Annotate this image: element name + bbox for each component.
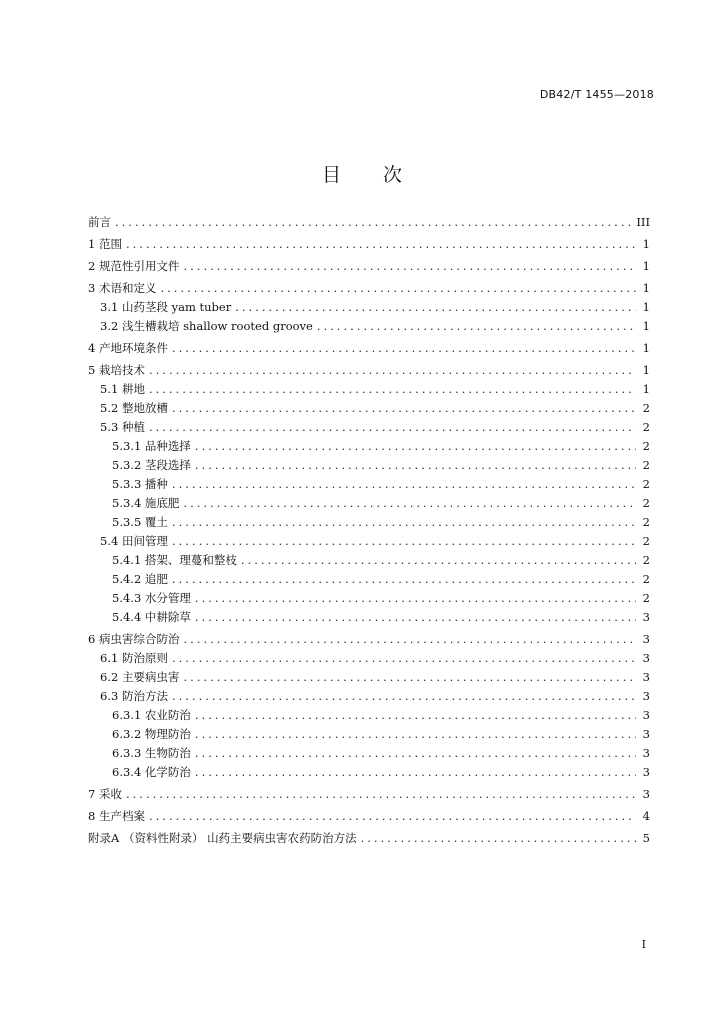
toc-dot-leader: [149, 807, 636, 826]
toc-entry-label: 5.4.2 追肥: [112, 572, 168, 586]
toc-entry[interactable]: [88, 744, 650, 763]
toc-entry-label: 5.1 耕地: [100, 382, 145, 396]
toc-entry-page: 1: [642, 341, 650, 355]
toc-entry[interactable]: [88, 649, 650, 668]
toc-entry[interactable]: [88, 494, 650, 513]
toc-dot-leader: [149, 361, 636, 380]
toc-entry-label: 6.3.2 物理防治: [112, 727, 191, 741]
toc-entry-page: 1: [642, 300, 650, 314]
toc-dot-leader: [195, 706, 636, 725]
toc-entry[interactable]: [88, 235, 650, 254]
toc-dot-leader: [172, 475, 636, 494]
toc-entry[interactable]: [88, 725, 650, 744]
toc-entry-label: 5.3.2 茎段选择: [112, 458, 191, 472]
toc-entry[interactable]: [88, 418, 650, 437]
toc-entry-page: 4: [642, 809, 650, 823]
toc-dot-leader: [183, 494, 636, 513]
toc-entry-label: 5.4 田间管理: [100, 534, 168, 548]
toc-entry-page: 1: [642, 363, 650, 377]
toc-entry[interactable]: [88, 437, 650, 456]
toc-entry-label: 6.3.3 生物防治: [112, 746, 191, 760]
toc-entry[interactable]: [88, 763, 650, 782]
toc-entry-page: 3: [642, 651, 650, 665]
toc-dot-leader: [172, 339, 636, 358]
toc-entry[interactable]: [88, 570, 650, 589]
toc-entry-page: 1: [642, 281, 650, 295]
toc-entry-label: 2 规范性引用文件: [88, 259, 180, 273]
toc-entry-label: 3.2 浅生槽栽培 shallow rooted groove: [100, 319, 313, 333]
toc-entry-label: 6.2 主要病虫害: [100, 670, 180, 684]
toc-entry-page: 3: [642, 610, 650, 624]
toc-dot-leader: [241, 551, 636, 570]
toc-dot-leader: [195, 744, 636, 763]
toc-entry-label: 5.4.3 水分管理: [112, 591, 191, 605]
toc-dot-leader: [172, 532, 636, 551]
toc-entry[interactable]: [88, 630, 650, 649]
toc-entry-label: 4 产地环境条件: [88, 341, 168, 355]
toc-entry[interactable]: [88, 339, 650, 358]
toc-dot-leader: [195, 725, 636, 744]
toc-entry-page: 2: [642, 553, 650, 567]
toc-entry[interactable]: [88, 785, 650, 804]
toc-entry-page: 3: [642, 765, 650, 779]
toc-dot-leader: [195, 608, 636, 627]
toc-entry-page: 2: [642, 496, 650, 510]
toc-dot-leader: [172, 399, 636, 418]
toc-entry[interactable]: [88, 608, 650, 627]
toc-entry-page: 3: [642, 670, 650, 684]
toc-dot-leader: [195, 437, 636, 456]
toc-entry-label: 6.3.4 化学防治: [112, 765, 191, 779]
toc-entry-page: 3: [642, 708, 650, 722]
toc-dot-leader: [149, 418, 636, 437]
toc-entry-label: 5.3 种植: [100, 420, 145, 434]
toc-entry-page: 3: [642, 689, 650, 703]
toc-entry[interactable]: [88, 317, 650, 336]
toc-entry[interactable]: [88, 475, 650, 494]
toc-entry-page: 2: [642, 420, 650, 434]
toc-entry-label: 6.3.1 农业防治: [112, 708, 191, 722]
toc-entry-page: 2: [642, 439, 650, 453]
toc-dot-leader: [183, 668, 636, 687]
toc-entry[interactable]: [88, 551, 650, 570]
toc-entry-page: 1: [642, 237, 650, 251]
toc-dot-leader: [160, 279, 636, 298]
toc-dot-leader: [183, 630, 636, 649]
toc-entry-label: 8 生产档案: [88, 809, 145, 823]
toc-dot-leader: [361, 829, 636, 848]
toc-entry[interactable]: [88, 298, 650, 317]
toc-dot-leader: [195, 763, 636, 782]
toc-entry-page: 5: [642, 831, 650, 845]
toc-entry[interactable]: [88, 279, 650, 298]
toc-entry[interactable]: [88, 829, 650, 848]
toc-entry-page: 3: [642, 787, 650, 801]
toc-entry-label: 1 范围: [88, 237, 122, 251]
toc-entry[interactable]: [88, 807, 650, 826]
toc-entry[interactable]: [88, 456, 650, 475]
toc-entry[interactable]: [88, 399, 650, 418]
toc-entry-page: 2: [642, 515, 650, 529]
toc-dot-leader: [183, 257, 636, 276]
toc-dot-leader: [317, 317, 636, 336]
toc-entry[interactable]: [88, 532, 650, 551]
toc-entry-page: 2: [642, 401, 650, 415]
toc-entry[interactable]: [88, 380, 650, 399]
toc-entry[interactable]: [88, 513, 650, 532]
toc-entry[interactable]: [88, 213, 650, 232]
toc-entry-label: 5 栽培技术: [88, 363, 145, 377]
document-code: DB42/T 1455—2018: [539, 88, 654, 101]
toc-entry-page: 3: [642, 746, 650, 760]
toc-entry-label: 5.4.1 搭架、理蔓和整枝: [112, 553, 237, 567]
toc-entry-page: III: [636, 215, 650, 229]
toc-entry-page: 2: [642, 534, 650, 548]
toc-entry-page: 1: [642, 319, 650, 333]
toc-entry-label: 5.4.4 中耕除草: [112, 610, 191, 624]
toc-entry[interactable]: [88, 589, 650, 608]
toc-dot-leader: [172, 687, 636, 706]
table-of-contents: [88, 213, 650, 848]
toc-entry-label: 5.3.4 施底肥: [112, 496, 180, 510]
toc-dot-leader: [172, 649, 636, 668]
toc-entry-label: 3 术语和定义: [88, 281, 157, 295]
toc-entry[interactable]: [88, 257, 650, 276]
toc-dot-leader: [126, 785, 636, 804]
toc-dot-leader: [235, 298, 636, 317]
toc-dot-leader: [115, 213, 632, 232]
toc-entry-page: 2: [642, 477, 650, 491]
toc-entry-page: 1: [642, 382, 650, 396]
toc-entry-label: 6 病虫害综合防治: [88, 632, 180, 646]
toc-entry-page: 2: [642, 591, 650, 605]
toc-entry-label: 附录A （资料性附录） 山药主要病虫害农药防治方法: [88, 831, 357, 845]
toc-dot-leader: [126, 235, 636, 254]
toc-entry-label: 6.3 防治方法: [100, 689, 168, 703]
toc-entry-label: 3.1 山药茎段 yam tuber: [100, 300, 232, 314]
toc-entry-page: 1: [642, 259, 650, 273]
toc-entry-label: 5.2 整地放槽: [100, 401, 168, 415]
toc-entry[interactable]: [88, 687, 650, 706]
toc-entry-label: 前言: [88, 215, 111, 229]
toc-entry-page: 3: [642, 727, 650, 741]
page-title: 目次: [321, 164, 444, 186]
toc-entry[interactable]: [88, 668, 650, 687]
toc-entry-label: 5.3.1 品种选择: [112, 439, 191, 453]
toc-dot-leader: [195, 589, 636, 608]
page-number: I: [641, 938, 646, 951]
toc-dot-leader: [195, 456, 636, 475]
toc-entry[interactable]: [88, 706, 650, 725]
toc-dot-leader: [172, 570, 636, 589]
toc-entry-label: 6.1 防治原则: [100, 651, 168, 665]
toc-entry[interactable]: [88, 361, 650, 380]
toc-entry-page: 2: [642, 458, 650, 472]
toc-dot-leader: [149, 380, 636, 399]
toc-entry-label: 5.3.3 播种: [112, 477, 168, 491]
toc-entry-page: 3: [642, 632, 650, 646]
toc-entry-page: 2: [642, 572, 650, 586]
toc-entry-label: 5.3.5 覆土: [112, 515, 168, 529]
toc-dot-leader: [172, 513, 636, 532]
toc-entry-label: 7 采收: [88, 787, 122, 801]
